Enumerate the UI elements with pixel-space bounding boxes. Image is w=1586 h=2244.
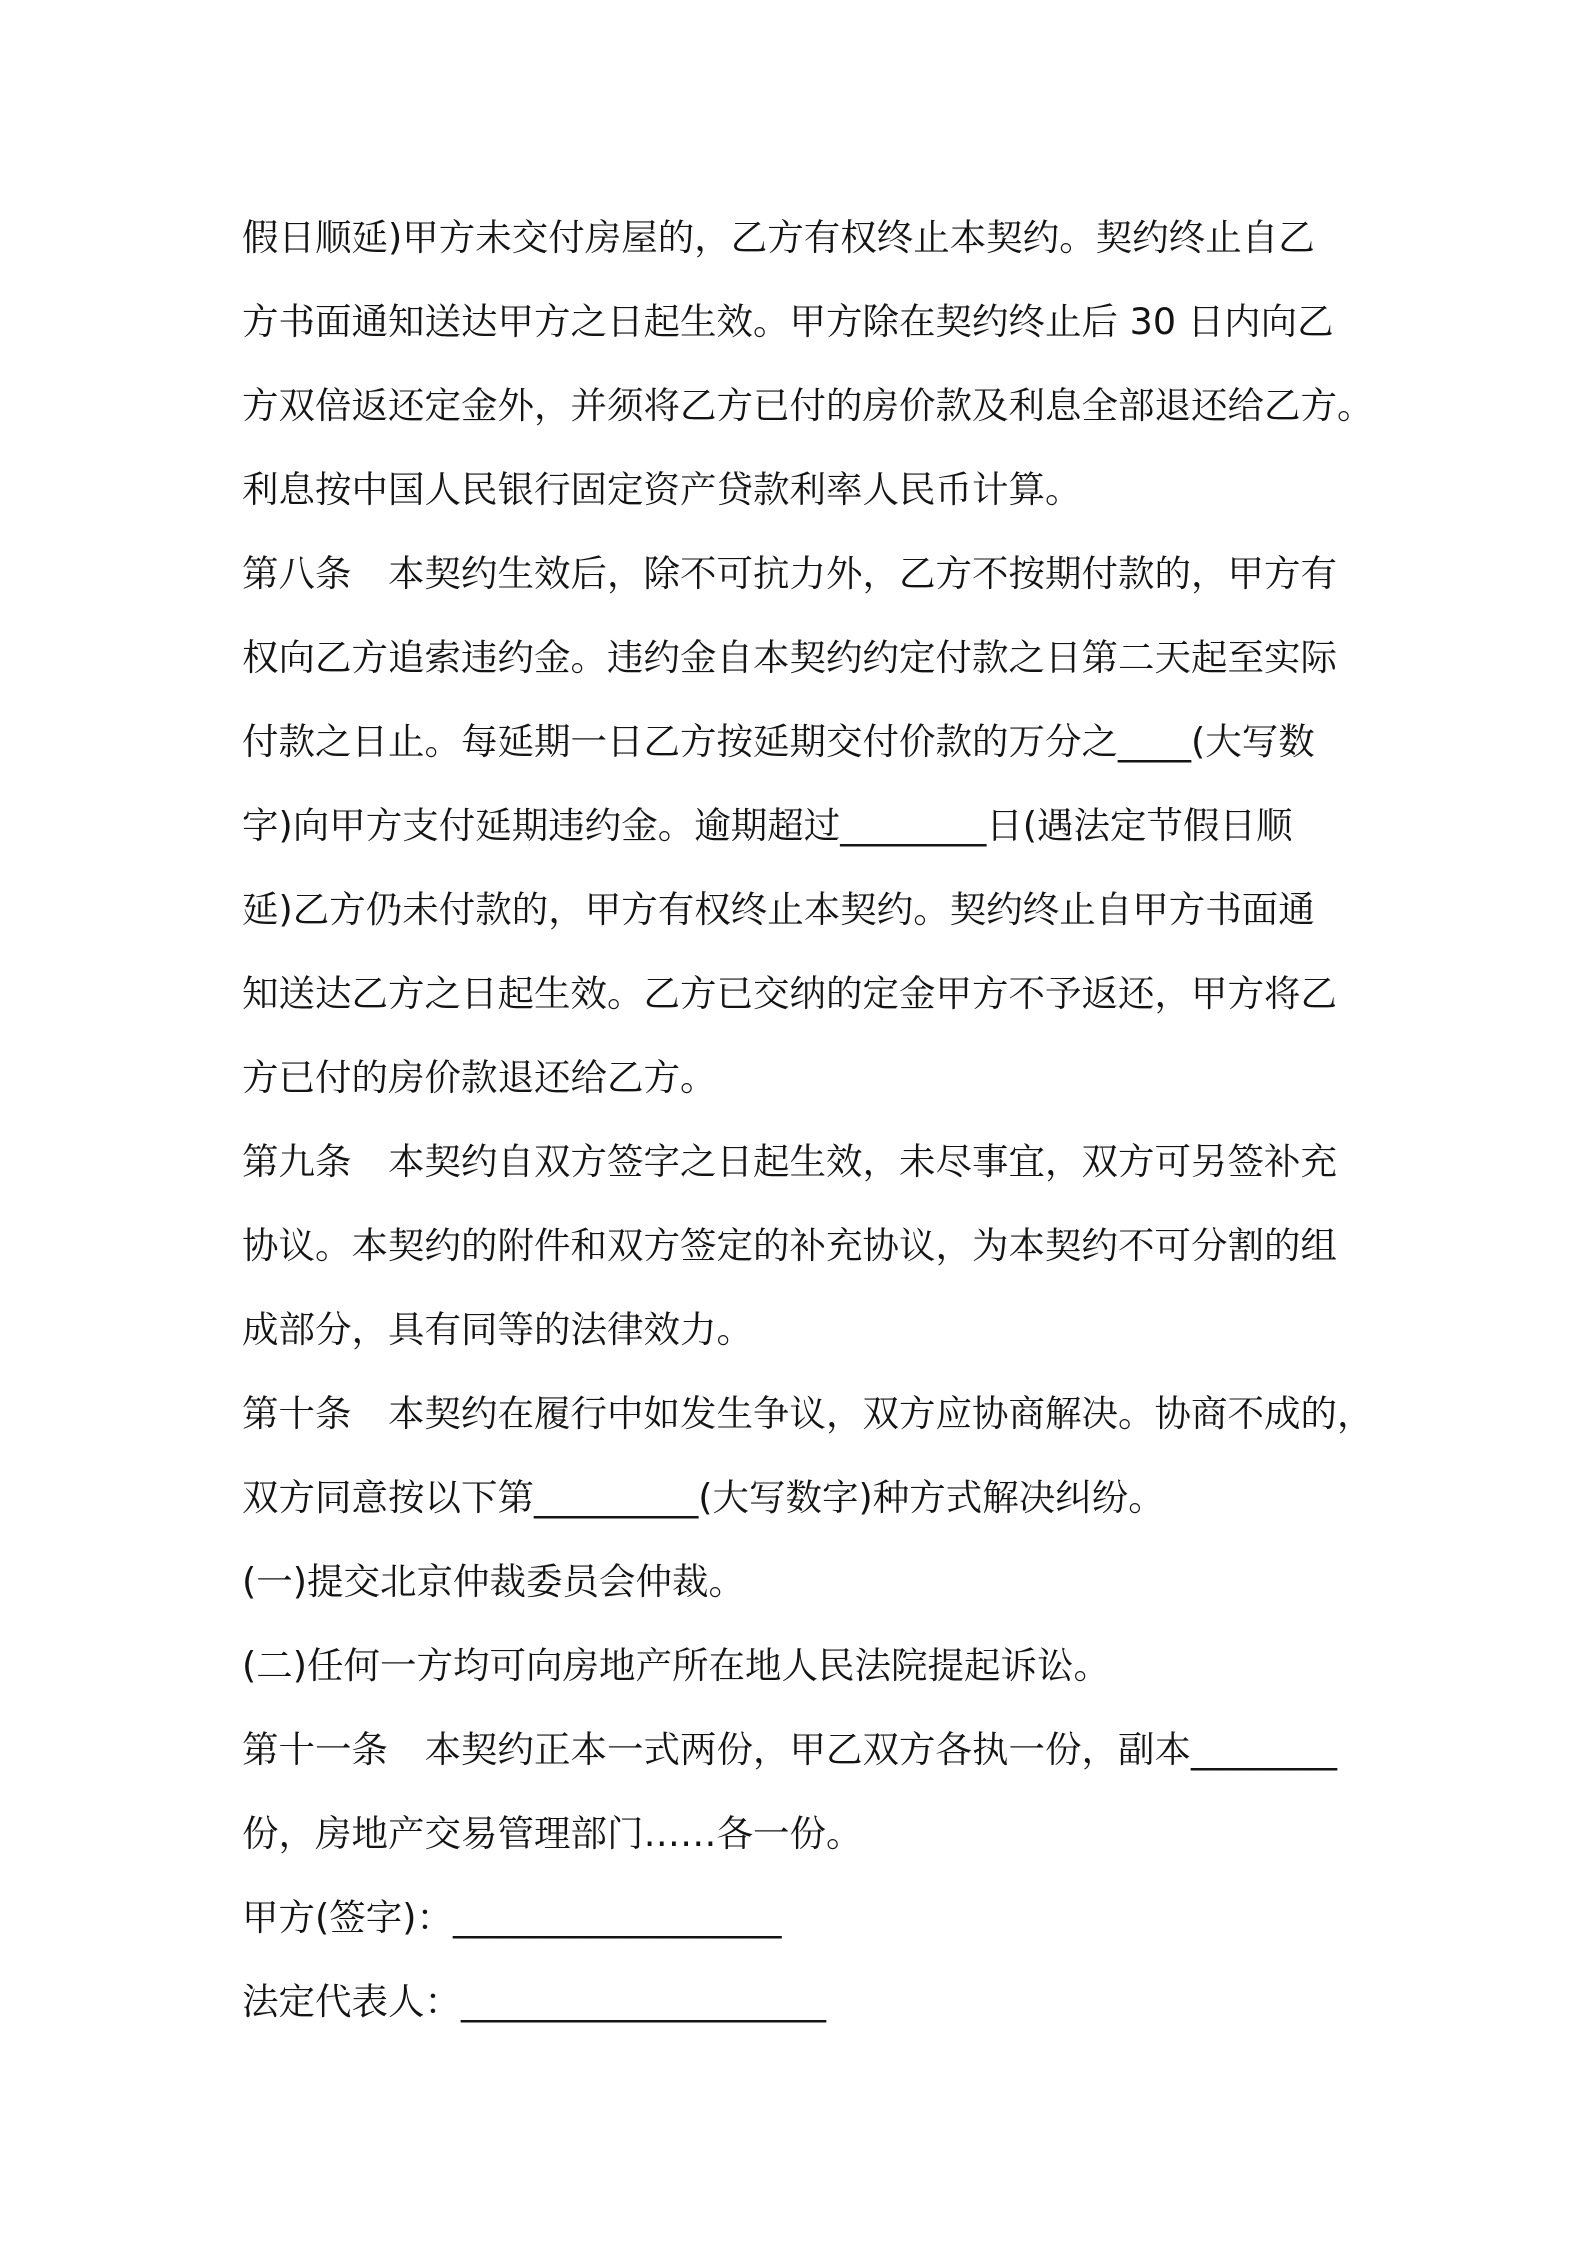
article-8-line: 第八条 本契约生效后，除不可抗力外，乙方不按期付款的，甲方有	[242, 552, 1337, 595]
contract-text-body	[242, 196, 1374, 2044]
option-1-line: (一)提交北京仲裁委员会仲裁。	[242, 1560, 745, 1603]
text-line: 字)向甲方支付延期违约金。逾期超过________日(遇法定节假日顺	[242, 804, 1293, 847]
text-line: 双方同意按以下第_________(大写数字)种方式解决纠纷。	[242, 1476, 1165, 1519]
text-line: 付款之日止。每延期一日乙方按延期交付价款的万分之____(大写数	[242, 720, 1315, 763]
text-line: 方已付的房价款退还给乙方。	[242, 1056, 717, 1099]
option-2-line: (二)任何一方均可向房地产所在地人民法院提起诉讼。	[242, 1644, 1110, 1687]
article-9-line: 第九条 本契约自双方签字之日起生效，未尽事宜，双方可另签补充	[242, 1140, 1337, 1183]
text-line: 知送达乙方之日起生效。乙方已交纳的定金甲方不予返还，甲方将乙	[242, 972, 1337, 1015]
text-line: 延)乙方仍未付款的，甲方有权终止本契约。契约终止自甲方书面通	[242, 888, 1315, 931]
text-line: 方书面通知送达甲方之日起生效。甲方除在契约终止后 30 日内向乙	[242, 300, 1334, 343]
legal-representative-line: 法定代表人：____________________	[242, 1980, 826, 2023]
text-line: 协议。本契约的附件和双方签定的补充协议，为本契约不可分割的组	[242, 1224, 1337, 1267]
text-line: 权向乙方追索违约金。违约金自本契约约定付款之日第二天起至实际	[242, 636, 1337, 679]
text-line: 假日顺延)甲方未交付房屋的，乙方有权终止本契约。契约终止自乙	[242, 216, 1315, 259]
article-10-line: 第十条 本契约在履行中如发生争议，双方应协商解决。协商不成的，	[242, 1392, 1374, 1435]
text-line: 方双倍返还定金外，并须将乙方已付的房价款及利息全部退还给乙方。	[242, 384, 1374, 427]
text-line: 成部分，具有同等的法律效力。	[242, 1308, 753, 1351]
text-line: 份，房地产交易管理部门……各一份。	[242, 1812, 863, 1855]
party-a-signature-line: 甲方(签字)：__________________	[242, 1896, 782, 1939]
article-11-line: 第十一条 本契约正本一式两份，甲乙双方各执一份，副本________	[242, 1728, 1337, 1771]
text-line: 利息按中国人民银行固定资产贷款利率人民币计算。	[242, 468, 1082, 511]
